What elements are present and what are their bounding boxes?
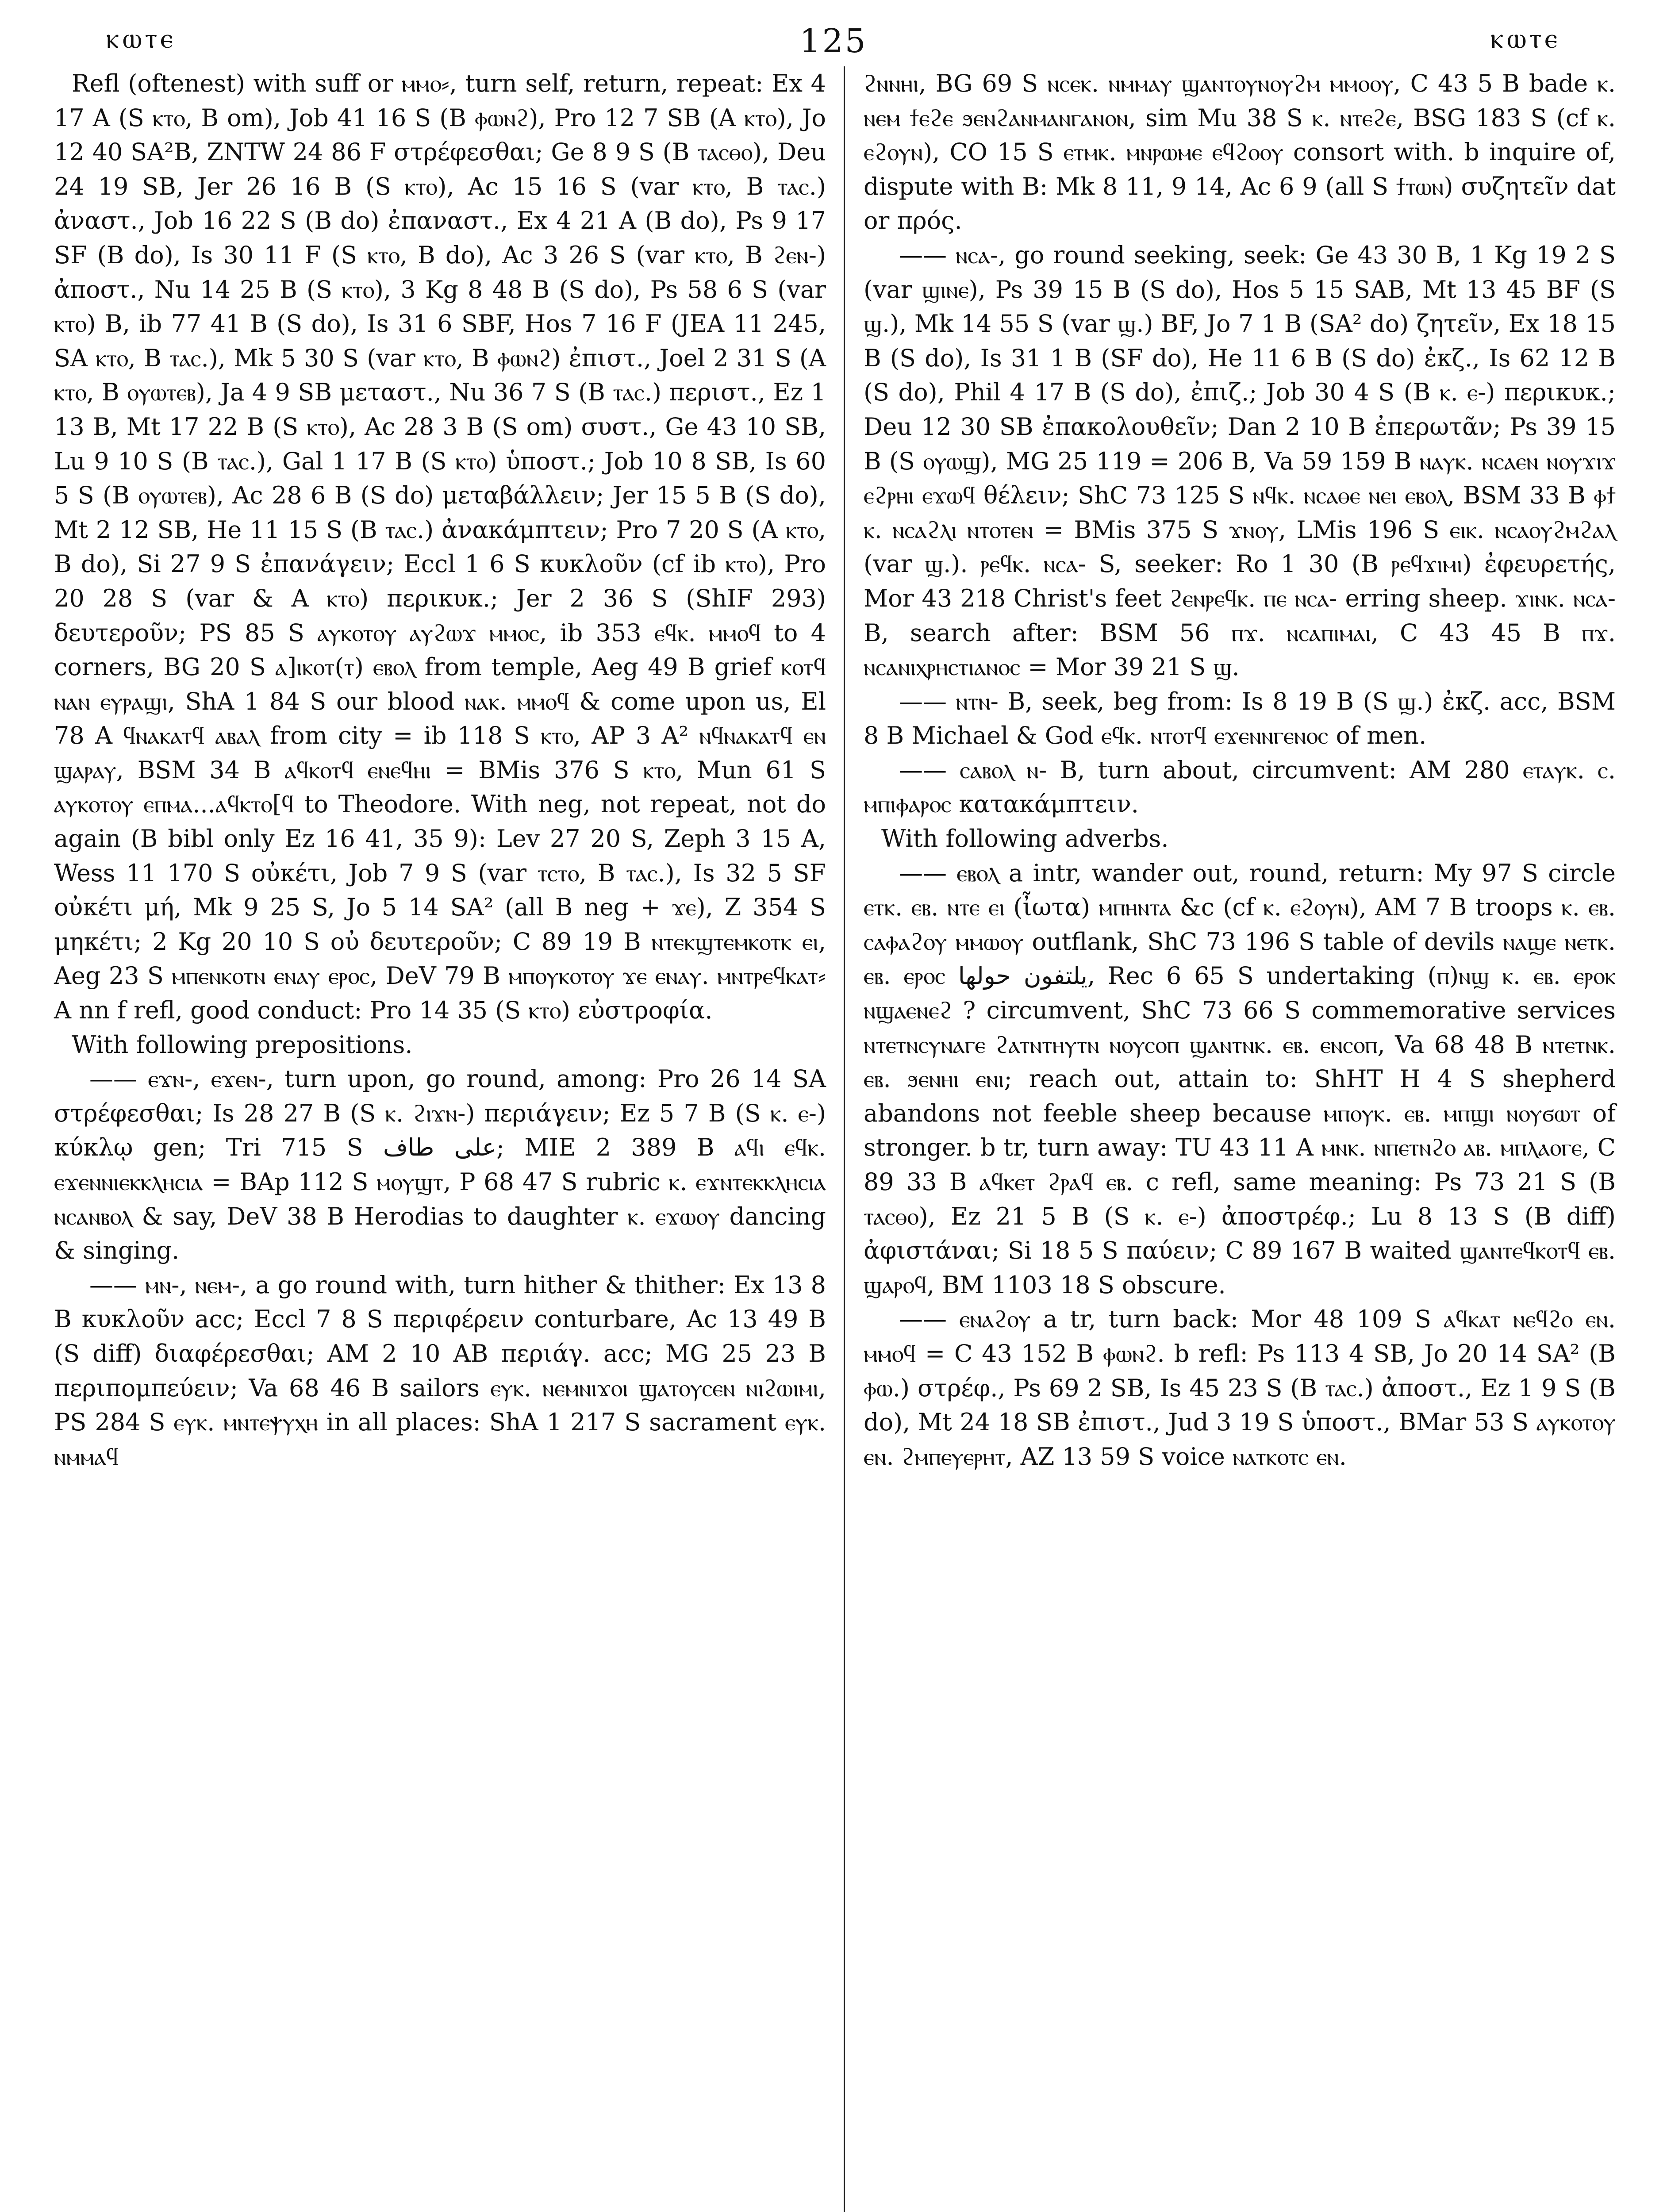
section-label-adverbs: With following adverbs.: [881, 825, 1169, 853]
sub-entry: —— ⲉⲃⲟⲗ a intr, wander out, round, return: My 97 S circle ⲉⲧⲕ. ⲉⲃ. ⲛⲧⲉ ⲉⲓ (ἶωτα) ⲙⲡⲏⲛⲧⲁ &c (cf ⲕ. ⲉϩⲟⲩⲛ), AM 7 B troops ⲕ. ⲉⲃ. ⲥⲁⲫⲁϩⲟⲩ ⲙⲙⲱⲟⲩ outflank, ShC 73 196 S table of devils ⲛⲁϣⲉ ⲛⲉⲧⲕ. ⲉⲃ. ⲉⲣⲟⲥ يلتفون حولها, Rec 6 65 S undertaking (ⲡ)ⲛϣ ⲕ. ⲉⲃ. ⲉⲣⲟⲕ ⲛϣⲁⲉⲛⲉϩ ? circumvent, ShC 73 66 S commemorative services ⲛⲧⲉⲧⲛⲥⲩⲛⲁⲅⲉ ϩⲁⲧⲛⲧⲏⲩⲧⲛ ⲛⲟⲩⲥⲟⲡ ϣⲁⲛⲧⲛⲕ. ⲉⲃ. ⲉⲛⲥⲟⲡ, Va 68 48 B ⲛⲧⲉⲧⲛⲕ. ⲉⲃ. ϧⲉⲛⲏⲓ ⲉⲛⲓ; reach out, attain to: ShHT H 4 S shepherd abandons not feeble sheep because ⲙⲡⲟⲩⲕ. ⲉⲃ. ⲙⲡϣⲓ ⲛⲟⲩϭⲱⲧ of stronger. b tr, turn away: TU 43 11 A ⲙⲛⲕ. ⲛⲡⲉⲧⲛϩⲟ ⲁⲃ. ⲙⲡⲗⲁⲟⲅⲉ, C 89 33 B ⲁϥⲕⲉⲧ ϩⲣⲁϥ ⲉⲃ. c refl, same meaning: Ps 73 21 S (B ⲧⲁⲥⲑⲟ), Ez 21 5 B (S ⲕ. ⲉ-) ἀποστρέφ.; Lu 8 13 S (B diff) ἀφιστάναι; Si 18 5 S παύειν; C 89 167 B waited ϣⲁⲛⲧⲉϥⲕⲟⲧϥ ⲉⲃ. ϣⲁⲣⲟϥ, BM 1103 18 S obscure.: [864, 859, 1616, 1299]
right-column: [864, 66, 1616, 1474]
left-column: [54, 66, 826, 1474]
entry-paragraph: ϩⲛⲛⲏⲓ, BG 69 S ⲛⲥⲉⲕ. ⲛⲙⲙⲁⲩ ϣⲁⲛⲧⲟⲩⲛⲟⲩϩⲙ ⲙⲙⲟⲟⲩ, C 43 5 B bade ⲕ. ⲛⲉⲙ ϯⲉϩⲉ ϧⲉⲛϩⲁⲛⲙⲁⲛⲅⲁⲛⲟⲛ, sim Mu 38 S ⲕ. ⲛⲧⲉϩⲉ, BSG 183 S (cf ⲕ. ⲉϩⲟⲩⲛ), CO 15 S ⲉⲧⲙⲕ. ⲙⲛⲣⲱⲙⲉ ⲉϥϩⲟⲟⲩ consort with. b inquire of, dispute with B: Mk 8 11, 9 14, Ac 6 9 (all S ϯⲧⲱⲛ) συζητεῖν dat or πρός.: [864, 69, 1616, 235]
page-number: 125: [799, 22, 868, 60]
sub-entry: —— ⲥⲁⲃⲟⲗ ⲛ- B, turn about, circumvent: AM 280 ⲉⲧⲁⲩⲕ. ⲥ. ⲙⲡⲓⲫⲁⲣⲟⲥ κατακάμπτειν.: [864, 756, 1616, 818]
column-divider: [844, 66, 845, 2212]
running-header: [0, 22, 1667, 71]
sub-entry: —— ⲉⲛⲁϩⲟⲩ a tr, turn back: Mor 48 109 S ⲁϥⲕⲁⲧ ⲛⲉϥϩⲟ ⲉⲛ. ⲙⲙⲟϥ = C 43 152 B ⲫⲱⲛϩ. b refl: Ps 113 4 SB, Jo 20 14 SA² (B ⲫⲱ.) στρέφ., Ps 69 2 SB, Is 45 23 S (B ⲧⲁⲥ.) ἀποστ., Ez 1 9 S (B do), Mt 24 18 SB ἐπιστ., Jud 3 19 S ὑποστ., BMar 53 S ⲁⲩⲕⲟⲧⲟⲩ ⲉⲛ. ϩⲙⲡⲉⲩⲉⲣⲏⲧ, AZ 13 59 S voice ⲛⲁⲧⲕⲟⲧⲥ ⲉⲛ.: [864, 1305, 1616, 1471]
sub-entry: —— ⲛⲧⲛ- B, seek, beg from: Is 8 19 B (S ϣ.) ἐκζ. acc, BSM 8 B Michael & God ⲉϥⲕ. ⲛⲧⲟⲧϥ ⲉϫⲉⲛⲛⲅⲉⲛⲟⲥ of men.: [864, 687, 1616, 750]
section-label-prepositions: With following prepositions.: [72, 1030, 413, 1059]
header-headword-right: ⲕⲱⲧⲉ: [1490, 22, 1561, 55]
sub-entry: —— ⲛⲥⲁ-, go round seeking, seek: Ge 43 30 B, 1 Kg 19 2 S (var ϣⲓⲛⲉ), Ps 39 15 B (S do), Hos 5 15 SAB, Mt 13 45 BF (S ϣ.), Mk 14 55 S (var ϣ.) BF, Jo 7 1 B (SA² do) ζητεῖν, Ex 18 15 B (S do), Is 31 1 B (SF do), He 11 6 B (S do) ἐκζ., Is 62 12 B (S do), Phil 4 17 B (S do), ἐπιζ.; Job 30 4 S (B ⲕ. ⲉ-) περικυκ.; Deu 12 30 SB ἐπακολουθεῖν; Dan 2 10 B ἐπερωτᾶν; Ps 39 15 B (S ⲟⲩⲱϣ), MG 25 119 = 206 B, Va 59 159 B ⲛⲁⲩⲕ. ⲛⲥⲁⲉⲛ ⲛⲟⲩϫⲓϫ ⲉϩⲣⲏⲓ ⲉϫⲱϥ θέλειν; ShC 73 125 S ⲛϥⲕ. ⲛⲥⲁⲑⲉ ⲛⲉⲓ ⲉⲃⲟⲗ, BSM 33 B ⲫϯ ⲕ. ⲛⲥⲁϩⲗⲓ ⲛⲧⲟⲧⲉⲛ = BMis 375 S ϫⲛⲟⲩ, LMis 196 S ⲉⲓⲕ. ⲛⲥⲁⲟⲩϩⲙϩⲁⲗ (var ϣ.). ⲣⲉϥⲕ. ⲛⲥⲁ- S, seeker: Ro 1 30 (B ⲣⲉϥϫⲓⲙⲓ) ἐφευρετής, Mor 43 218 Christ's feet ϩⲉⲛⲣⲉϥⲕ. ⲡⲉ ⲛⲥⲁ- erring sheep. ϫⲓⲛⲕ. ⲛⲥⲁ- B, search after: BSM 56 ⲡϫ. ⲛⲥⲁⲡⲓⲙⲁⲓ, C 43 45 B ⲡϫ. ⲛⲥⲁⲛⲓⲭⲣⲏⲥⲧⲓⲁⲛⲟⲥ = Mor 39 21 S ϣ.: [864, 241, 1616, 681]
sub-entry: —— ⲙⲛ-, ⲛⲉⲙ-, a go round with, turn hither & thither: Ex 13 8 B κυκλοῦν acc; Eccl 7 8 S περιφέρειν conturbare, Ac 13 49 B (S diff) διαφέρεσθαι; AM 2 10 AB περιάγ. acc; MG 25 23 B περιπομπεύειν; Va 68 46 B sailors ⲉⲩⲕ. ⲛⲉⲙⲛⲓϫⲟⲓ ϣⲁⲧⲟⲩⲥⲉⲛ ⲛⲓϩⲱⲓⲙⲓ, PS 284 S ⲉⲩⲕ. ⲙⲛⲧⲉⲯⲩⲭⲏ in all places: ShA 1 217 S sacrament ⲉⲩⲕ. ⲛⲙⲙⲁϥ: [54, 1271, 826, 1471]
header-headword-left: ⲕⲱⲧⲉ: [106, 22, 177, 55]
sub-entry: —— ⲉϫⲛ-, ⲉϫⲉⲛ-, turn upon, go round, among: Pro 26 14 SA στρέφεσθαι; Is 28 27 B (S ⲕ. ϩⲓϫⲛ-) περιάγειν; Ez 5 7 B (S ⲕ. ⲉ-) κύκλῳ gen; Tri 715 S على طاف; MIE 2 389 B ⲁϥⲓ ⲉϥⲕ. ⲉϫⲉⲛⲛⲓⲉⲕⲕⲗⲏⲥⲓⲁ = BAp 112 S ⲙⲟⲩϣⲧ, P 68 47 S rubric ⲕ. ⲉϫⲛⲧⲉⲕⲕⲗⲏⲥⲓⲁ ⲛⲥⲁⲛⲃⲟⲗ & say, DeV 38 B Herodias to daughter ⲕ. ⲉϫⲱⲟⲩ dancing & singing.: [54, 1065, 826, 1265]
entry-paragraph: Refl (oftenest) with suff or ⲙⲙⲟ⸗, turn self, return, repeat: Ex 4 17 A (S ⲕⲧⲟ, B om), Job 41 16 S (B ⲫⲱⲛϩ), Pro 12 7 SB (A ⲕⲧⲟ), Jo 12 40 SA²B, ZNTW 24 86 F στρέφεσθαι; Ge 8 9 S (B ⲧⲁⲥⲑⲟ), Deu 24 19 SB, Jer 26 16 B (S ⲕⲧⲟ), Ac 15 16 S (var ⲕⲧⲟ, B ⲧⲁⲥ.) ἀναστ., Job 16 22 S (B do) ἐπαναστ., Ex 4 21 A (B do), Ps 9 17 SF (B do), Is 30 11 F (S ⲕⲧⲟ, B do), Ac 3 26 S (var ⲕⲧⲟ, B ϩⲉⲛ-) ἀποστ., Nu 14 25 B (S ⲕⲧⲟ), 3 Kg 8 48 B (S do), Ps 58 6 S (var ⲕⲧⲟ) B, ib 77 41 B (S do), Is 31 6 SBF, Hos 7 16 F (JEA 11 245, SA ⲕⲧⲟ, B ⲧⲁⲥ.), Mk 5 30 S (var ⲕⲧⲟ, B ⲫⲱⲛϩ) ἐπιστ., Joel 2 31 S (A ⲕⲧⲟ, B ⲟⲩⲱⲧⲉⲃ), Ja 4 9 SB μεταστ., Nu 36 7 S (B ⲧⲁⲥ.) περιστ., Ez 1 13 B, Mt 17 22 B (S ⲕⲧⲟ), Ac 28 3 B (S om) συστ., Ge 43 10 SB, Lu 9 10 S (B ⲧⲁⲥ.), Gal 1 17 B (S ⲕⲧⲟ) ὑποστ.; Job 10 8 SB, Is 60 5 S (B ⲟⲩⲱⲧⲉⲃ), Ac 28 6 B (S do) μεταβάλλειν; Jer 15 5 B (S do), Mt 2 12 SB, He 11 15 S (B ⲧⲁⲥ.) ἀνακάμπτειν; Pro 7 20 S (A ⲕⲧⲟ, B do), Si 27 9 S ἐπανάγειν; Eccl 1 6 S κυκλοῦν (cf ib ⲕⲧⲟ), Pro 20 28 S (var & A ⲕⲧⲟ) περικυκ.; Jer 2 36 S (ShIF 293) δευτεροῦν; PS 85 S ⲁⲩⲕⲟⲧⲟⲩ ⲁⲩϩⲱϫ ⲙⲙⲟⲥ, ib 353 ⲉϥⲕ. ⲙⲙⲟϥ to 4 corners, BG 20 S ⲁ]ⲓⲕⲟⲧ(ⲧ) ⲉⲃⲟⲗ from temple, Aeg 49 B grief ⲕⲟⲧϥ ⲛⲁⲛ ⲉⲩⲣⲁϣⲓ, ShA 1 84 S our blood ⲛⲁⲕ. ⲙⲙⲟϥ & come upon us, El 78 A ϥⲛⲁⲕⲁⲧϥ ⲁⲃⲁⲗ from city = ib 118 S ⲕⲧⲟ, AP 3 A² ⲛϥⲛⲁⲕⲁⲧϥ ⲉⲛ ϣⲁⲣⲁⲩ, BSM 34 B ⲁϥⲕⲟⲧϥ ⲉⲛⲉϥⲏⲓ = BMis 376 S ⲕⲧⲟ, Mun 61 S ⲁⲩⲕⲟⲧⲟⲩ ⲉⲡⲙⲁ...ⲁϥⲕⲧⲟ[ϥ to Theodore. With neg, not repeat, not do again (B bibl only Ez 16 41, 35 9): Lev 27 20 S, Zeph 3 15 A, Wess 11 170 S οὐκέτι, Job 7 9 S (var ⲧⲥⲧⲟ, B ⲧⲁⲥ.), Is 32 5 SF οὐκέτι μή, Mk 9 25 S, Jo 5 14 SA² (all B neg + ϫⲉ), Z 354 S μηκέτι; 2 Kg 20 10 S οὐ δευτεροῦν; C 89 19 B ⲛⲧⲉⲕϣⲧⲉⲙⲕⲟⲧⲕ ⲉⲓ, Aeg 23 S ⲙⲡⲉⲛⲕⲟⲧⲛ ⲉⲛⲁⲩ ⲉⲣⲟⲥ, DeV 79 B ⲙⲡⲟⲩⲕⲟⲧⲟⲩ ϫⲉ ⲉⲛⲁⲩ. ⲙⲛⲧⲣⲉϥⲕⲁⲧ⸗ A nn f refl, good conduct: Pro 14 35 (S ⲕⲧⲟ) εὐστροφία.: [54, 69, 826, 1025]
